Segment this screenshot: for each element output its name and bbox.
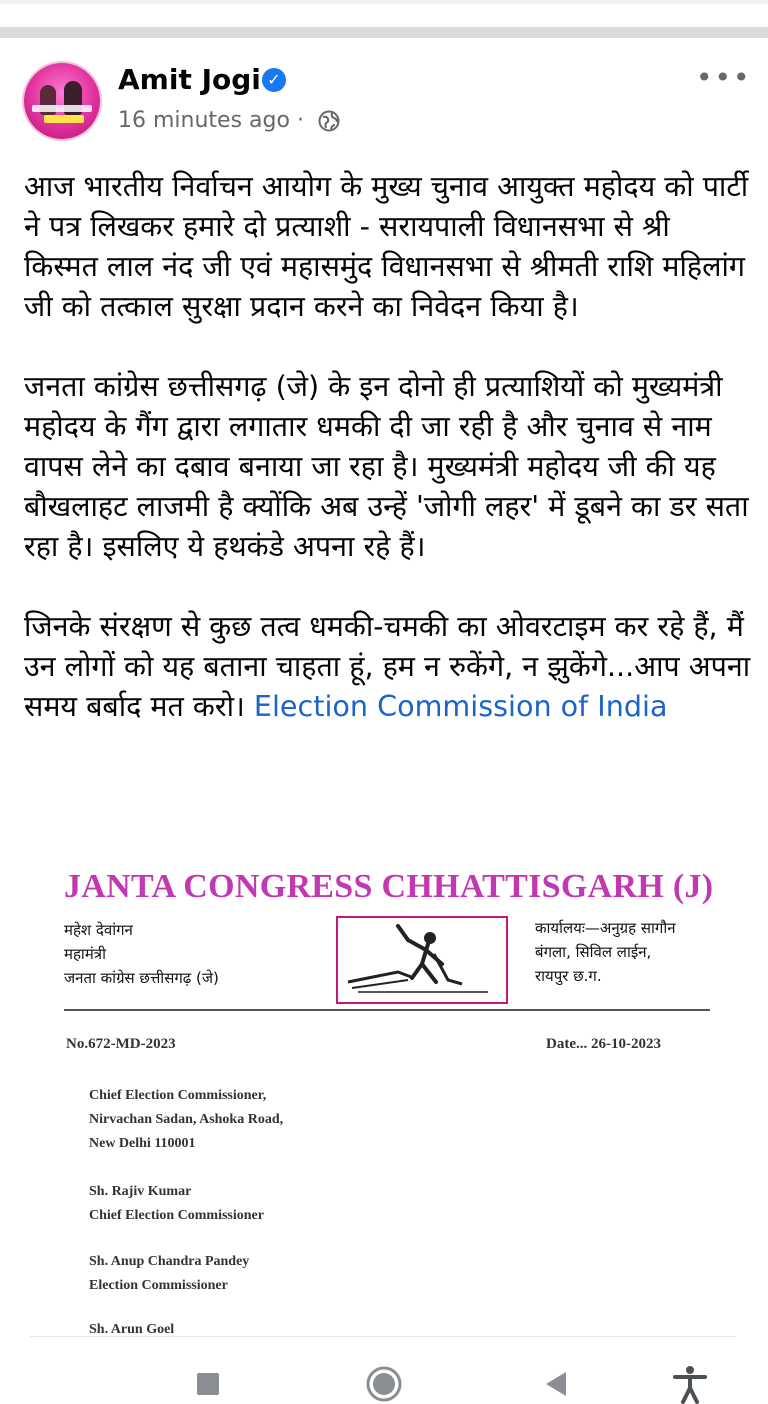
office-line: बंगला, सिविल लाईन, <box>535 943 652 961</box>
letter-sender-block <box>64 918 219 990</box>
recipient-title: Chief Election Commissioner <box>89 1208 264 1223</box>
verified-badge-icon: ✓ <box>262 68 286 92</box>
sender-party: जनता कांग्रेस छत्तीसगढ़ (जे) <box>64 969 219 987</box>
address-line: Nirvachan Sadan, Ashoka Road, <box>89 1112 284 1127</box>
post-paragraph: जनता कांग्रेस छत्तीसगढ़ (जे) के इन दोनो ही प्रत्याशियों को मुख्यमंत्री महोदय के गैंग द्वारा लगातार धमकी दी जा रही है और चुनाव से नाम वापस लेने का दबाव बनाया जा रहा है। मुख्यमंत्री महोदय जी की यह बौखलाहट लाजमी है क्योंकि अब उन्हें 'जोगी लहर' में डूबने का डर सता रहा है। इसलिए ये हथकंडे अपना रहे हैं। <box>24 369 749 563</box>
letterhead-divider <box>64 1009 710 1011</box>
post-time[interactable]: 16 minutes ago <box>118 108 290 133</box>
globe-icon <box>318 110 340 132</box>
top-edge <box>0 0 768 4</box>
top-separator <box>0 0 768 38</box>
back-icon[interactable] <box>538 1364 578 1404</box>
letter-image[interactable] <box>0 848 768 1348</box>
post-paragraph-last <box>24 606 752 726</box>
author-name[interactable]: Amit Jogi <box>118 63 261 96</box>
recipient-address <box>89 1084 283 1156</box>
recipient-block-2 <box>89 1250 249 1298</box>
recipient-name: Sh. Arun Goel <box>89 1322 175 1337</box>
home-icon[interactable] <box>364 1364 404 1404</box>
recipient-block-3 <box>89 1318 174 1342</box>
office-line: कार्यालयः—अनुग्रह सागौन <box>535 919 676 937</box>
feed-divider <box>0 27 768 38</box>
letter-org-title: JANTA CONGRESS CHHATTISGARH (J) <box>64 868 714 905</box>
post-meta <box>118 104 304 138</box>
post-text <box>24 166 752 766</box>
recipient-name: Sh. Anup Chandra Pandey <box>89 1254 250 1269</box>
sender-designation: महामंत्री <box>64 945 106 963</box>
letter-office-address <box>535 916 676 988</box>
avatar-banner-highlight <box>44 115 84 123</box>
tag-link-election-commission[interactable]: Election Commission of India <box>253 689 668 723</box>
meta-separator: · <box>296 108 304 133</box>
system-nav-bar <box>0 1350 768 1403</box>
author-avatar[interactable] <box>24 63 100 139</box>
address-line: Chief Election Commissioner, <box>89 1088 267 1103</box>
recipient-name: Sh. Rajiv Kumar <box>89 1184 192 1199</box>
recent-apps-icon[interactable] <box>188 1364 228 1404</box>
more-options-icon[interactable]: ••• <box>696 61 752 94</box>
avatar-banner <box>32 105 92 112</box>
office-line: रायपुर छ.ग. <box>535 967 602 985</box>
post-paragraph: आज भारतीय निर्वाचन आयोग के मुख्य चुनाव आयुक्त महोदय को पार्टी ने पत्र लिखकर हमारे दो प्रत्याशी - सरायपाली विधानसभा से श्री किस्मत लाल नंद जी एवं महासमुंद विधानसभा से श्रीमती राशि महिलांग जी को तत्काल सुरक्षा प्रदान करने का निवेदन किया है। <box>24 169 749 323</box>
recipient-block-1 <box>89 1180 264 1228</box>
accessibility-icon[interactable] <box>670 1364 710 1404</box>
navbar-divider <box>30 1336 736 1337</box>
sender-name: महेश देवांगन <box>64 921 133 939</box>
address-line: New Delhi 110001 <box>89 1136 196 1151</box>
post-paragraph-text: जिनके संरक्षण से कुछ तत्व धमकी-चमकी का ओवरटाइम कर रहे हैं, मैं उन लोगों को यह बताना चाहता हूं, हम न रुकेंगे, न झुकेंगे...आप अपना समय बर्बाद मत करो। <box>24 609 751 723</box>
recipient-title: Election Commissioner <box>89 1278 228 1293</box>
letter-date: Date... 26-10-2023 <box>546 1036 661 1052</box>
party-logo <box>336 916 508 1004</box>
letter-ref-number: No.672-MD-2023 <box>66 1036 176 1052</box>
farmer-plough-icon <box>338 918 502 998</box>
